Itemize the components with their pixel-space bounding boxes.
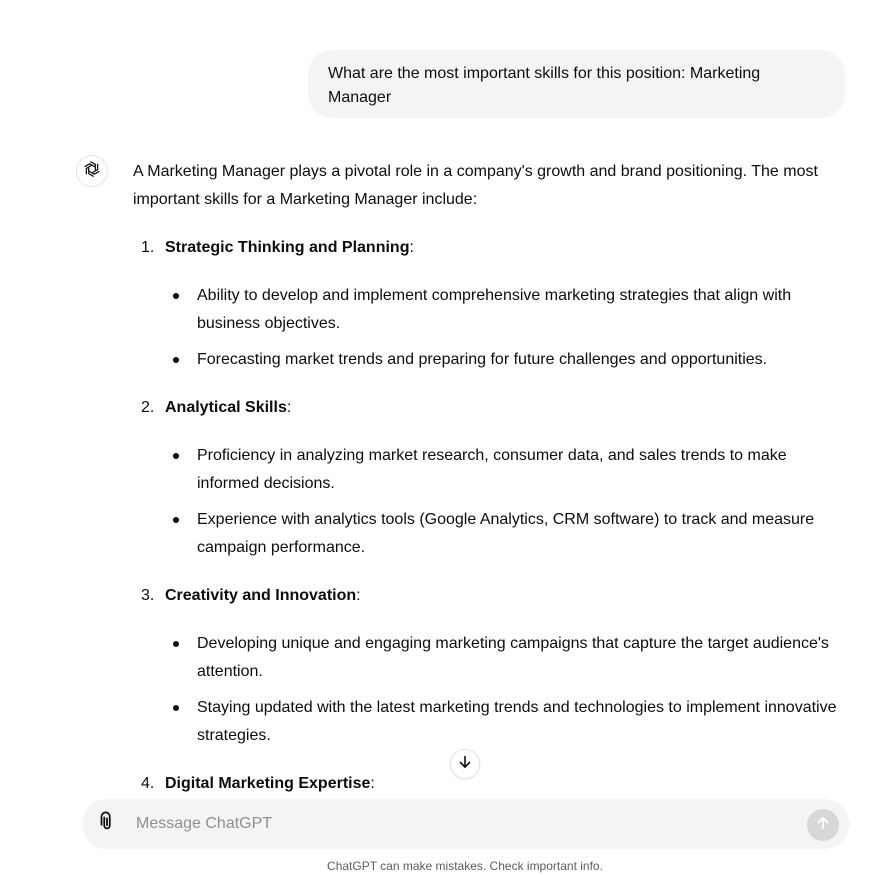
skill-title-suffix: : — [356, 587, 361, 604]
arrow-down-icon — [457, 754, 473, 775]
skill-item-3 — [133, 582, 853, 750]
skill-title-suffix: : — [286, 399, 292, 416]
skill-title: Creativity and Innovation — [165, 587, 357, 604]
user-message-text: What are the most important skills for this position: Marketing Manager — [328, 65, 761, 106]
skill-title: Analytical Skills — [165, 399, 287, 416]
skill-number: 3. — [141, 587, 155, 604]
skill-item-1 — [133, 234, 853, 374]
user-message-bubble — [308, 50, 845, 118]
skill-number: 1. — [141, 239, 155, 256]
skill-title-suffix: : — [370, 775, 375, 792]
scroll-to-bottom-button[interactable] — [450, 749, 480, 779]
message-input[interactable] — [136, 809, 796, 839]
paperclip-icon — [96, 811, 118, 838]
bullet-item: Ability to develop and implement comprehensive marketing strategies that align with business objectives. — [133, 282, 853, 338]
attach-button[interactable] — [94, 811, 120, 837]
arrow-up-icon — [815, 815, 831, 836]
skill-points — [133, 282, 853, 374]
skill-title-suffix: : — [409, 239, 414, 256]
openai-logo-icon — [82, 159, 102, 184]
assistant-message — [133, 158, 853, 818]
assistant-avatar — [76, 155, 108, 187]
disclaimer-text: ChatGPT can make mistakes. Check important info. — [327, 859, 603, 873]
skill-number: 2. — [141, 399, 155, 416]
bullet-item: Staying updated with the latest marketing trends and technologies to implement innovative strategies. — [133, 694, 853, 750]
bullet-item: Proficiency in analyzing market research, consumer data, and sales trends to make informed decisions. — [133, 442, 853, 498]
bullet-item: Forecasting market trends and preparing for future challenges and opportunities. — [133, 346, 853, 374]
bullet-item: Experience with analytics tools (Google Analytics, CRM software) to track and measure campaign performance. — [133, 506, 853, 562]
skill-item-2 — [133, 394, 853, 562]
send-button[interactable] — [807, 809, 839, 841]
assistant-intro: A Marketing Manager plays a pivotal role in a company's growth and brand positioning. The most important skills for a Marketing Manager include: — [133, 163, 818, 208]
skill-points — [133, 630, 853, 750]
skill-points — [133, 442, 853, 562]
skill-title: Digital Marketing Expertise — [165, 775, 371, 792]
skill-number: 4. — [141, 775, 155, 792]
skill-title: Strategic Thinking and Planning — [165, 239, 410, 256]
bullet-item: Developing unique and engaging marketing campaigns that capture the target audience's attention. — [133, 630, 853, 686]
message-composer — [82, 799, 849, 849]
